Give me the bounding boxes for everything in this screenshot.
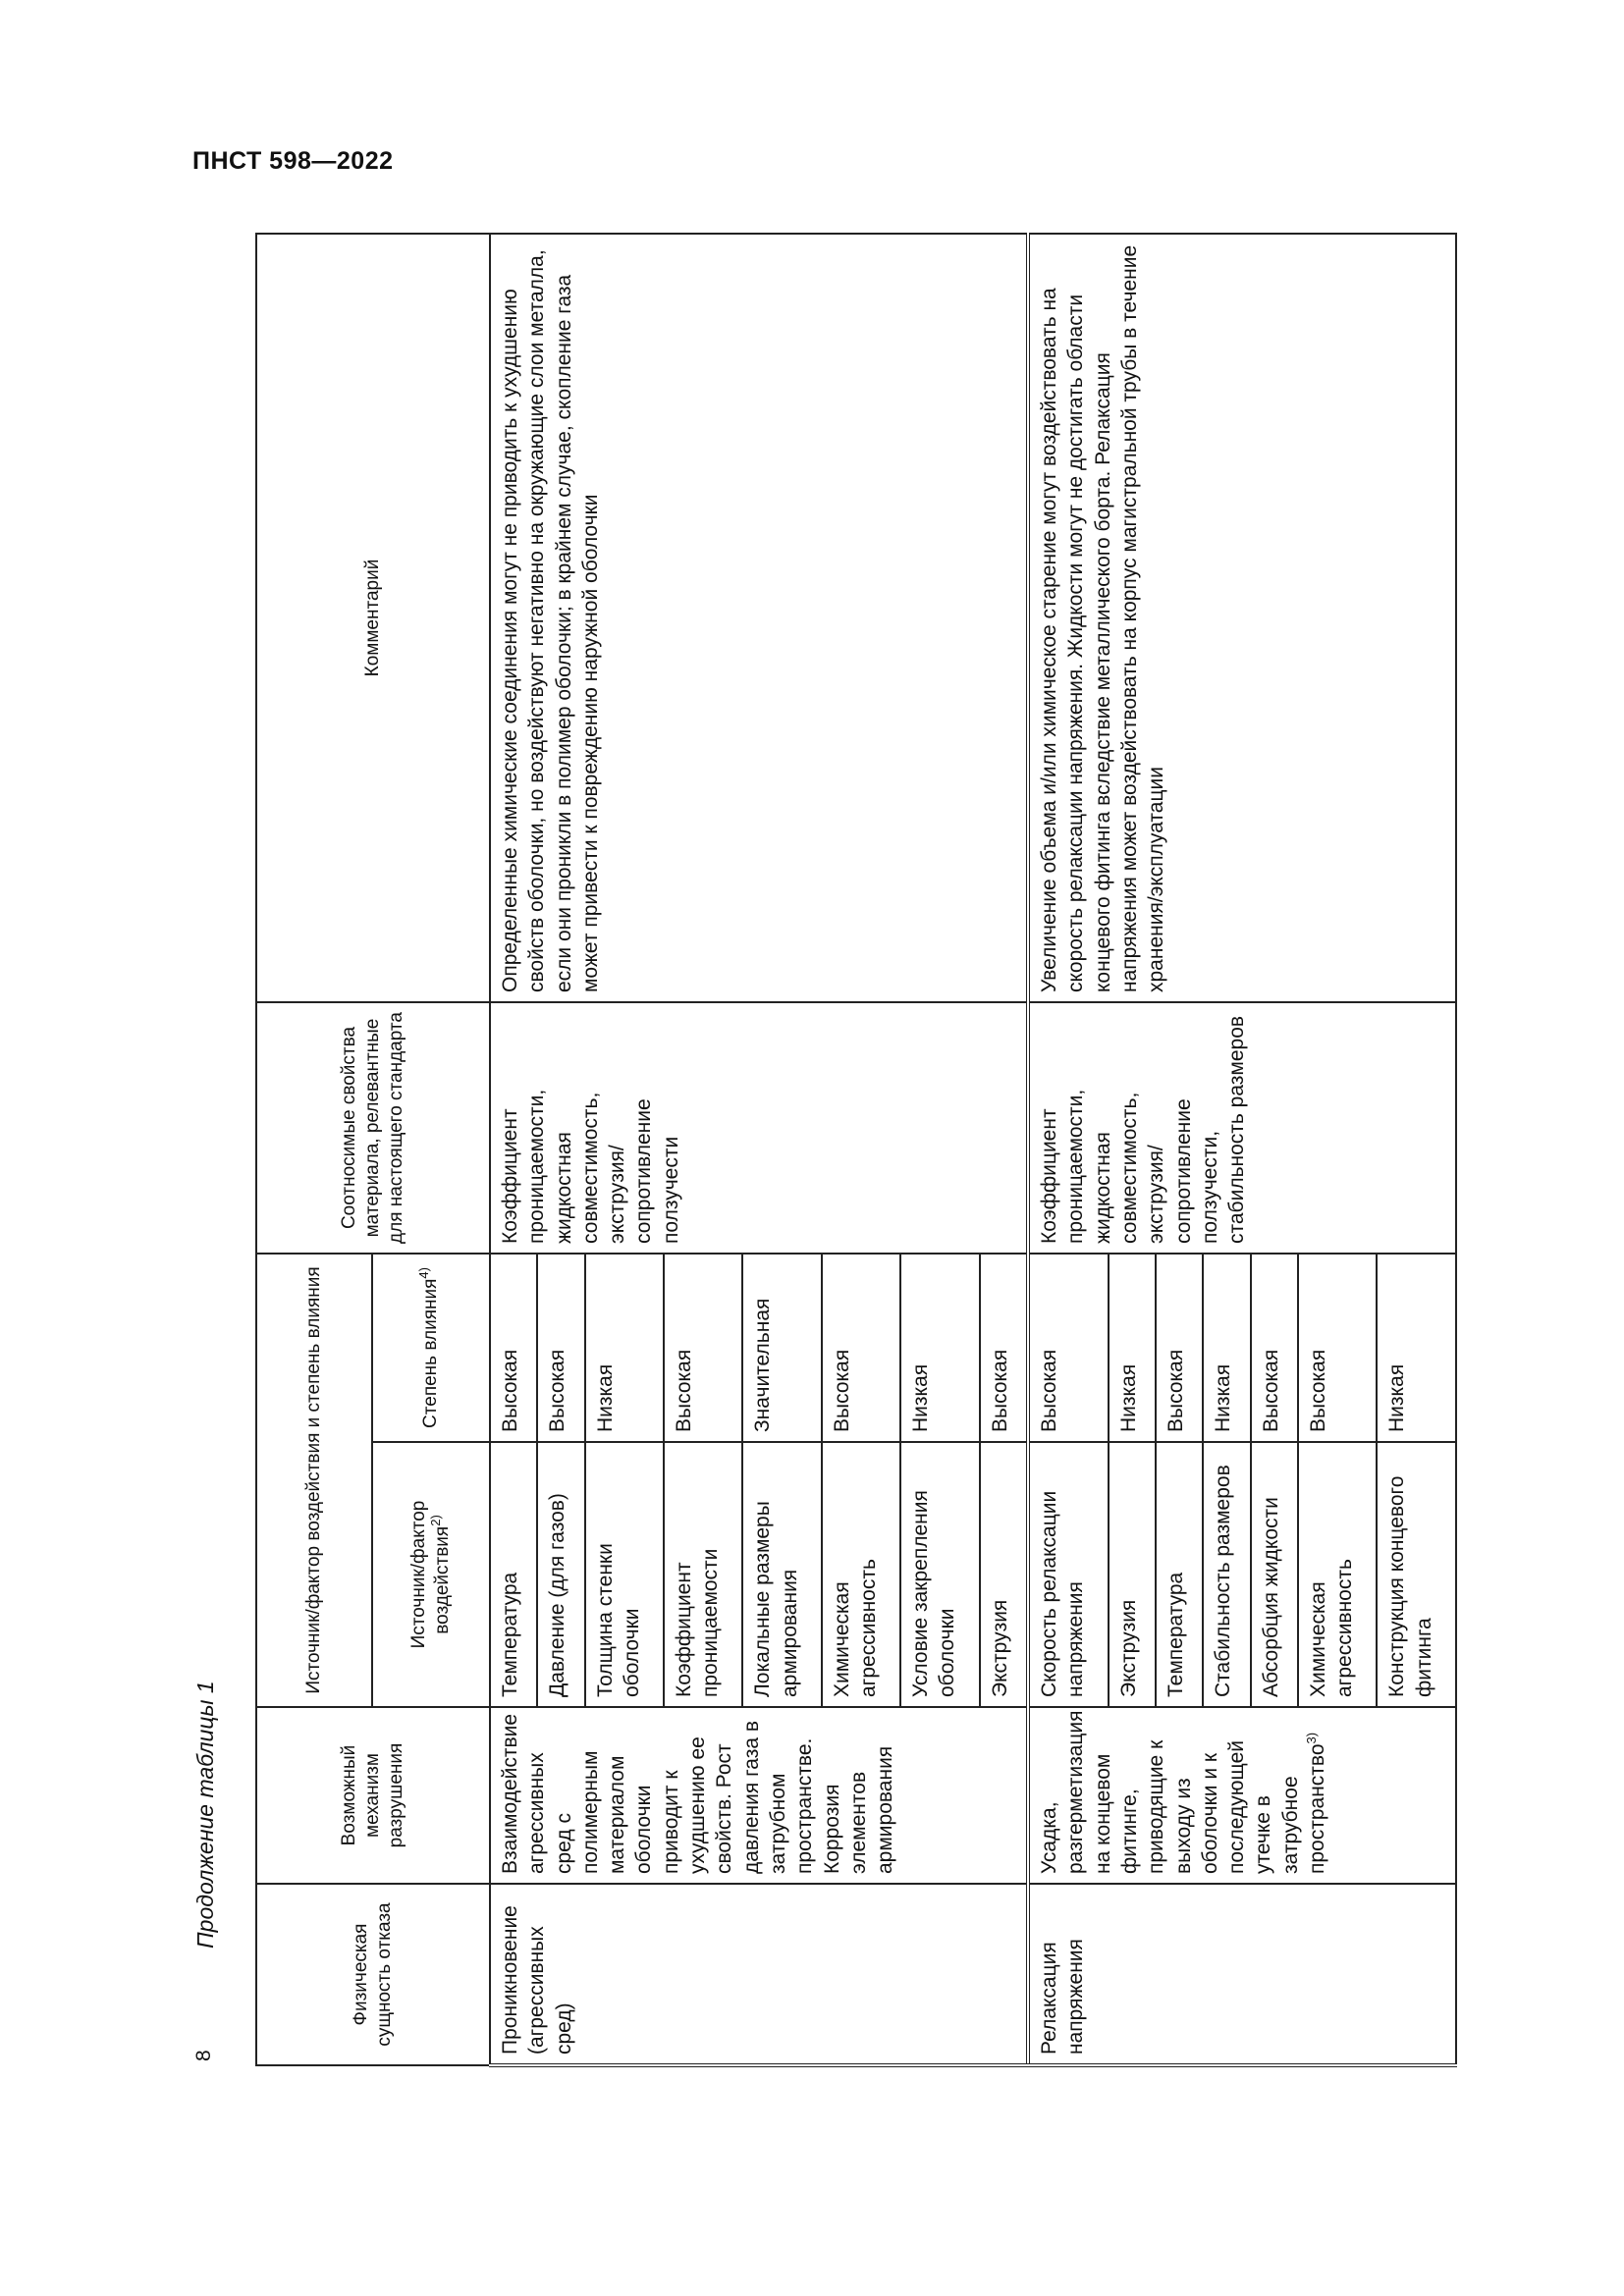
degree-cell: Высокая	[1028, 1254, 1109, 1442]
source-cell: Абсорбция жидкости	[1251, 1442, 1298, 1707]
failure-cell: Проникновение (агрессивных сред)	[490, 1884, 1028, 2065]
source-cell: Условие закрепления оболочки	[900, 1442, 979, 1707]
source-cell: Химическая агрессивность	[1298, 1442, 1377, 1707]
source-cell: Температура	[1156, 1442, 1203, 1707]
properties-cell: Коэффициент проницаемости, жидкостная совместимость, экструзия/сопротивление ползучести	[490, 1002, 1028, 1254]
properties-cell: Коэффициент проницаемости, жидкостная совместимость, экструзия/сопротивление ползучести, стабильность размеров	[1028, 1002, 1456, 1254]
degree-cell: Высокая	[1156, 1254, 1203, 1442]
header-degree: Степень влияния$^{4)}$	[372, 1254, 490, 1442]
failure-table	[255, 233, 1457, 2067]
degree-cell: Высокая	[664, 1254, 742, 1442]
table-caption: Продолжение таблицы 1	[192, 1681, 218, 1949]
degree-cell: Низкая	[1203, 1254, 1250, 1442]
mechanism-cell: Усадка, разгерметизация на концевом фитинге, приводящие к выходу из оболочки и к последующей утечке в затрубное пространство$^{3)}$	[1028, 1707, 1456, 1884]
document-id: ПНСТ 598—2022	[192, 147, 394, 175]
source-cell: Экструзия	[1109, 1442, 1156, 1707]
degree-cell: Низкая	[1377, 1254, 1456, 1442]
source-cell: Стабильность размеров	[1203, 1442, 1250, 1707]
header-properties: Соотносимые свойства материала, релевантные для настоящего стандарта	[256, 1002, 490, 1254]
header-failure: Физическая сущность отказа	[256, 1884, 490, 2065]
degree-cell: Низкая	[900, 1254, 979, 1442]
header-comment: Комментарий	[256, 234, 490, 1002]
table-row	[490, 234, 537, 2065]
degree-cell: Высокая	[1298, 1254, 1377, 1442]
degree-cell: Низкая	[1109, 1254, 1156, 1442]
rotated-table-wrapper	[255, 236, 1457, 2067]
failure-cell: Релаксация напряжения	[1028, 1884, 1456, 2065]
degree-cell: Высокая	[1251, 1254, 1298, 1442]
source-cell: Химическая агрессивность	[822, 1442, 900, 1707]
degree-cell: Высокая	[490, 1254, 537, 1442]
comment-cell: Увеличение объема и/или химическое старение могут воздействовать на скорость релаксации напряжения. Жидкости могут не достигать области концевого фитинга вследствие металлического борта. Релаксация напряжения может воздействовать на корпус магистральной трубы в течение хранения/эксплуатации	[1028, 234, 1456, 1002]
degree-cell: Высокая	[537, 1254, 584, 1442]
comment-cell: Определенные химические соединения могут не приводить к ухудшению свойств оболочки, но воздействуют негативно на окружающие слои металла, если они проникли в полимер оболочки; в крайнем случае, скопление газа может привести к повреждению наружной оболочки	[490, 234, 1028, 1002]
source-cell: Конструкция концевого фитинга	[1377, 1442, 1456, 1707]
page-number: 8	[192, 2050, 215, 2061]
source-cell: Скорость релаксации напряжения	[1028, 1442, 1109, 1707]
source-cell: Коэффициент проницаемости	[664, 1442, 742, 1707]
header-source: Источник/фактор воздействия$^{2)}$	[372, 1442, 490, 1707]
mechanism-cell: Взаимодействие агрессивных сред с полимерным материалом оболочки приводит к ухудшению ее свойств. Рост давления газа в затрубном пространстве. Коррозия элементов армирования	[490, 1707, 1028, 1884]
table-row	[1028, 234, 1109, 2065]
source-cell: Локальные размеры армирования	[742, 1442, 821, 1707]
header-group: Источник/фактор воздействия и степень влияния	[256, 1254, 372, 1707]
degree-cell: Высокая	[822, 1254, 900, 1442]
source-cell: Толщина стенки оболочки	[585, 1442, 664, 1707]
source-cell: Температура	[490, 1442, 537, 1707]
source-cell: Экструзия	[980, 1442, 1029, 1707]
source-cell: Давление (для газов)	[537, 1442, 584, 1707]
header-mechanism: Возможный механизм разрушения	[256, 1707, 490, 1884]
degree-cell: Низкая	[585, 1254, 664, 1442]
degree-cell: Высокая	[980, 1254, 1029, 1442]
degree-cell: Значительная	[742, 1254, 821, 1442]
